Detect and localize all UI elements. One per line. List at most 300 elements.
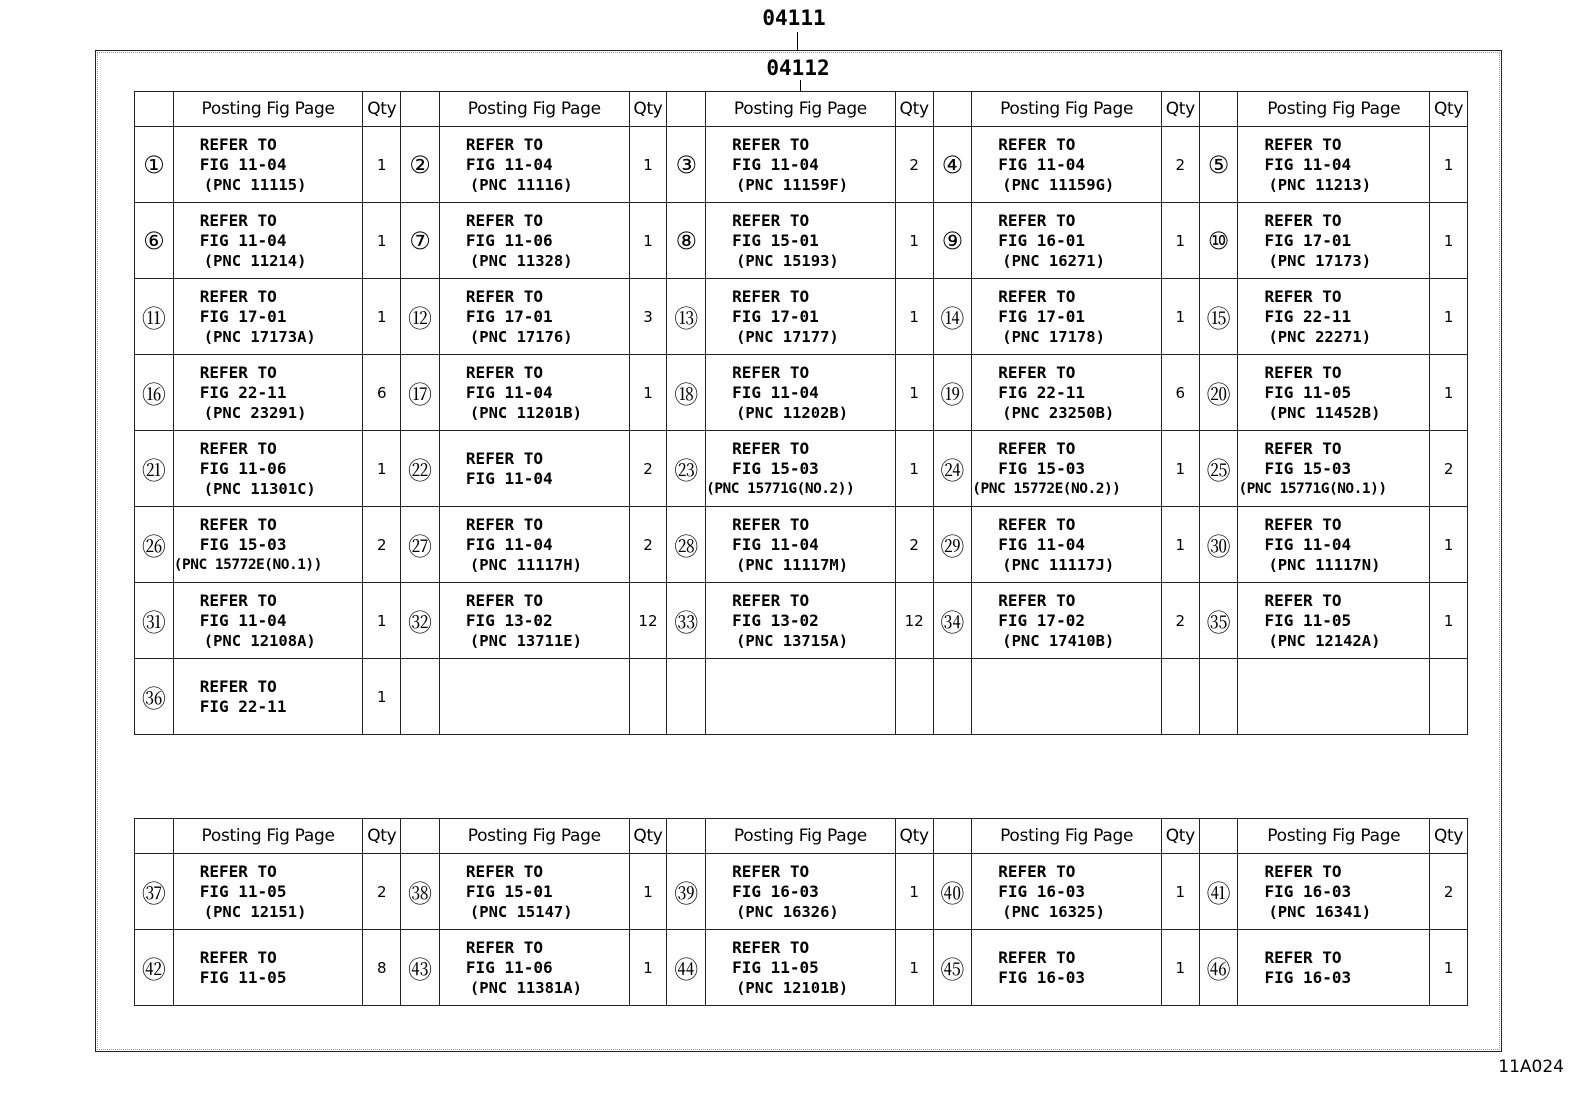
quantity: 1: [629, 854, 667, 930]
figure-reference: FIG 11-04: [199, 610, 287, 630]
figure-reference: FIG 11-04: [998, 154, 1085, 174]
header-row: [135, 819, 1468, 854]
item-number: ㉟: [1199, 583, 1238, 659]
figure-reference: FIG 11-04: [1264, 534, 1352, 554]
header-row: [135, 92, 1468, 127]
posting-reference: [706, 854, 896, 930]
item-number-header: [667, 92, 706, 127]
item-number: ⑥: [135, 203, 174, 279]
posting-reference: [1238, 854, 1430, 930]
pnc-reference: (PNC 17176): [469, 327, 573, 346]
refer-to-label: REFER TO: [465, 134, 543, 154]
item-number-header: [1199, 819, 1238, 854]
pnc-reference: (PNC 15771G(NO.2)): [706, 480, 855, 497]
table-row: [135, 431, 1468, 507]
refer-to-label: REFER TO: [998, 362, 1076, 382]
item-number: ⑩: [1199, 203, 1238, 279]
refer-to-label: REFER TO: [998, 590, 1076, 610]
pnc-reference: (PNC 12151): [203, 902, 307, 921]
figure-reference: FIG 11-04: [199, 230, 287, 250]
figure-reference: FIG 22-11: [199, 382, 287, 402]
posting-fig-page-header: Posting Fig Page: [439, 92, 629, 127]
posting-reference: [1238, 507, 1430, 583]
figure-reference: FIG 15-03: [732, 458, 819, 478]
figure-reference: FIG 11-04: [732, 154, 819, 174]
quantity: 6: [1161, 355, 1199, 431]
refer-to-label: REFER TO: [732, 134, 810, 154]
pnc-reference: (PNC 17173): [1268, 251, 1372, 270]
posting-reference: [1238, 583, 1430, 659]
pnc-reference: (PNC 11159G): [1002, 175, 1115, 194]
table-row: [135, 355, 1468, 431]
figure-reference: FIG 11-05: [199, 881, 287, 901]
quantity: 8: [363, 930, 401, 1006]
refer-to-label: REFER TO: [998, 286, 1076, 306]
pnc-reference: (PNC 16326): [736, 902, 839, 921]
pnc-reference: (PNC 23291): [203, 403, 307, 422]
pnc-reference: (PNC 11159F): [736, 175, 849, 194]
figure-reference: FIG 17-02: [998, 610, 1085, 630]
pnc-reference: (PNC 11301C): [203, 479, 316, 498]
refer-to-label: REFER TO: [732, 210, 810, 230]
table-row: [135, 203, 1468, 279]
quantity: 2: [1430, 431, 1468, 507]
posting-reference: [706, 659, 896, 735]
posting-reference: [439, 659, 629, 735]
refer-to-label: REFER TO: [465, 448, 543, 468]
pnc-reference: (PNC 11214): [203, 251, 307, 270]
posting-fig-page-header: Posting Fig Page: [972, 92, 1162, 127]
quantity: 1: [629, 930, 667, 1006]
posting-reference: [972, 127, 1162, 203]
figure-reference: FIG 15-01: [732, 230, 819, 250]
item-number: ①: [135, 127, 174, 203]
pnc-reference: (PNC 16341): [1268, 902, 1372, 921]
item-number: [667, 659, 706, 735]
refer-to-label: REFER TO: [732, 937, 810, 957]
item-number: ㉓: [667, 431, 706, 507]
table-row: [135, 659, 1468, 735]
refer-to-label: REFER TO: [465, 590, 543, 610]
posting-reference: [439, 203, 629, 279]
pnc-reference: (PNC 13711E): [469, 631, 582, 650]
pnc-reference: (PNC 11213): [1268, 175, 1372, 194]
table-row: [135, 507, 1468, 583]
refer-to-label: REFER TO: [465, 210, 543, 230]
posting-fig-page-header: Posting Fig Page: [173, 819, 363, 854]
refer-to-label: REFER TO: [199, 947, 277, 967]
refer-to-label: REFER TO: [732, 438, 810, 458]
posting-reference: [1238, 203, 1430, 279]
item-number: ⑪: [135, 279, 174, 355]
quantity: 1: [363, 659, 401, 735]
table-row: [135, 930, 1468, 1006]
item-number: ⑲: [933, 355, 972, 431]
posting-fig-page-header: Posting Fig Page: [1238, 819, 1430, 854]
refer-to-label: REFER TO: [1264, 947, 1342, 967]
qty-header: Qty: [363, 92, 401, 127]
posting-reference: [439, 279, 629, 355]
figure-reference: FIG 13-02: [732, 610, 819, 630]
refer-to-label: REFER TO: [1264, 590, 1342, 610]
pnc-reference: (PNC 11202B): [736, 403, 849, 422]
qty-header: Qty: [1430, 819, 1468, 854]
figure-reference: FIG 11-05: [732, 957, 819, 977]
pnc-reference: (PNC 11381A): [469, 978, 582, 997]
quantity: 2: [895, 507, 933, 583]
item-number: [933, 659, 972, 735]
item-number: ㊸: [401, 930, 440, 1006]
figure-reference: FIG 11-06: [465, 957, 553, 977]
quantity: 1: [629, 355, 667, 431]
figure-reference: FIG 17-01: [465, 306, 553, 326]
qty-header: Qty: [895, 819, 933, 854]
refer-to-label: REFER TO: [732, 362, 810, 382]
refer-to-label: REFER TO: [465, 514, 543, 534]
posting-reference: [972, 355, 1162, 431]
posting-fig-page-header: Posting Fig Page: [439, 819, 629, 854]
qty-header: Qty: [1430, 92, 1468, 127]
table-row: [135, 279, 1468, 355]
item-number: ㊱: [135, 659, 174, 735]
posting-reference: [706, 203, 896, 279]
quantity: 1: [895, 854, 933, 930]
item-number: ㉘: [667, 507, 706, 583]
item-number: ㊳: [401, 854, 440, 930]
qty-header: Qty: [895, 92, 933, 127]
figure-reference: FIG 16-03: [732, 881, 819, 901]
quantity: 2: [895, 127, 933, 203]
figure-reference: FIG 16-01: [998, 230, 1085, 250]
pnc-reference: (PNC 22271): [1268, 327, 1372, 346]
quantity: 1: [895, 203, 933, 279]
figure-reference: FIG 11-05: [1264, 382, 1352, 402]
pnc-reference: (PNC 11116): [469, 175, 573, 194]
item-number-header: [135, 819, 174, 854]
refer-to-label: REFER TO: [199, 134, 277, 154]
quantity: 1: [1430, 507, 1468, 583]
quantity: 1: [895, 930, 933, 1006]
quantity: 1: [363, 127, 401, 203]
quantity: 2: [363, 507, 401, 583]
quantity: 2: [1430, 854, 1468, 930]
item-number: ⑤: [1199, 127, 1238, 203]
quantity: 1: [1430, 583, 1468, 659]
quantity: 1: [895, 279, 933, 355]
quantity: 1: [363, 279, 401, 355]
posting-reference: [439, 930, 629, 1006]
figure-reference: FIG 17-01: [199, 306, 287, 326]
figure-reference: FIG 11-05: [199, 967, 287, 987]
item-number: ⑨: [933, 203, 972, 279]
quantity: 1: [1430, 930, 1468, 1006]
figure-reference: FIG 11-06: [465, 230, 553, 250]
refer-to-label: REFER TO: [199, 590, 277, 610]
posting-fig-page-header: Posting Fig Page: [972, 819, 1162, 854]
refer-to-label: REFER TO: [465, 286, 543, 306]
item-number: ⑮: [1199, 279, 1238, 355]
pnc-reference: (PNC 15772E(NO.1)): [173, 556, 322, 573]
pnc-reference: (PNC 15147): [469, 902, 573, 921]
quantity: 2: [629, 431, 667, 507]
item-number-header: [1199, 92, 1238, 127]
posting-fig-page-header: Posting Fig Page: [706, 819, 896, 854]
assembly-code: 04111: [762, 6, 826, 30]
posting-reference: [439, 355, 629, 431]
qty-header: Qty: [363, 819, 401, 854]
posting-reference: [972, 431, 1162, 507]
pnc-reference: (PNC 11117N): [1268, 555, 1381, 574]
pnc-reference: (PNC 17178): [1002, 327, 1105, 346]
posting-reference: [439, 583, 629, 659]
pnc-reference: (PNC 15193): [736, 251, 839, 270]
refer-to-label: REFER TO: [465, 937, 543, 957]
pnc-reference: (PNC 17177): [736, 327, 839, 346]
item-number: [401, 659, 440, 735]
refer-to-label: REFER TO: [732, 514, 810, 534]
quantity: 1: [1161, 203, 1199, 279]
posting-reference: [706, 507, 896, 583]
refer-to-label: REFER TO: [199, 210, 277, 230]
item-number: ㊻: [1199, 930, 1238, 1006]
item-number: ㉒: [401, 431, 440, 507]
item-number-header: [401, 819, 440, 854]
figure-reference: FIG 11-04: [465, 154, 553, 174]
sub-assembly-code: 04112: [766, 56, 830, 80]
figure-reference: FIG 17-01: [732, 306, 819, 326]
quantity: 1: [1161, 854, 1199, 930]
refer-to-label: REFER TO: [998, 438, 1076, 458]
item-number: ⑬: [667, 279, 706, 355]
posting-fig-page-header: Posting Fig Page: [173, 92, 363, 127]
item-number: ㉙: [933, 507, 972, 583]
posting-reference: [439, 854, 629, 930]
posting-reference: [173, 507, 363, 583]
pnc-reference: (PNC 11117H): [469, 555, 582, 574]
posting-reference: [972, 279, 1162, 355]
figure-reference: FIG 15-03: [1264, 458, 1352, 478]
item-number: ⑯: [135, 355, 174, 431]
qty-header: Qty: [1161, 92, 1199, 127]
table-row: [135, 854, 1468, 930]
pnc-reference: (PNC 15772E(NO.2)): [972, 480, 1121, 497]
figure-reference: FIG 17-01: [998, 306, 1085, 326]
refer-to-label: REFER TO: [1264, 134, 1342, 154]
refer-to-label: REFER TO: [998, 134, 1076, 154]
figure-reference: FIG 11-04: [199, 154, 287, 174]
figure-reference: FIG 16-03: [1264, 881, 1352, 901]
posting-reference: [173, 279, 363, 355]
refer-to-label: REFER TO: [732, 861, 810, 881]
pnc-reference: (PNC 11328): [469, 251, 573, 270]
figure-reference: FIG 11-04: [1264, 154, 1352, 174]
quantity: 1: [1430, 203, 1468, 279]
quantity: 1: [1161, 279, 1199, 355]
figure-reference: FIG 13-02: [465, 610, 553, 630]
quantity: 1: [629, 127, 667, 203]
figure-reference: FIG 17-01: [1264, 230, 1352, 250]
figure-reference: FIG 16-03: [1264, 967, 1352, 987]
posting-reference: [1238, 279, 1430, 355]
item-number-header: [135, 92, 174, 127]
posting-reference: [706, 355, 896, 431]
figure-reference: FIG 11-06: [199, 458, 287, 478]
quantity: 6: [363, 355, 401, 431]
figure-reference: FIG 22-11: [1264, 306, 1352, 326]
item-number: ③: [667, 127, 706, 203]
posting-reference: [972, 507, 1162, 583]
quantity: 3: [629, 279, 667, 355]
refer-to-label: REFER TO: [732, 590, 810, 610]
refer-to-label: REFER TO: [465, 861, 543, 881]
item-number: ㉞: [933, 583, 972, 659]
figure-reference: FIG 11-04: [998, 534, 1085, 554]
pnc-reference: (PNC 23250B): [1002, 403, 1115, 422]
posting-reference: [972, 930, 1162, 1006]
figure-reference: FIG 11-04: [465, 534, 553, 554]
item-number: ⑧: [667, 203, 706, 279]
table-row: [135, 583, 1468, 659]
pnc-reference: (PNC 11452B): [1268, 403, 1381, 422]
item-number-header: [401, 92, 440, 127]
figure-reference: FIG 11-04: [465, 382, 553, 402]
item-number: ㉛: [135, 583, 174, 659]
posting-reference: [173, 583, 363, 659]
posting-reference: [972, 583, 1162, 659]
pnc-reference: (PNC 12142A): [1268, 631, 1381, 650]
refer-to-label: REFER TO: [199, 362, 277, 382]
posting-reference: [173, 854, 363, 930]
posting-reference: [972, 659, 1162, 735]
quantity: 12: [895, 583, 933, 659]
figure-reference: FIG 15-03: [998, 458, 1085, 478]
figure-reference: FIG 11-05: [1264, 610, 1352, 630]
pnc-reference: (PNC 17410B): [1002, 631, 1115, 650]
posting-reference: [173, 127, 363, 203]
quantity: 1: [363, 203, 401, 279]
item-number: ㉖: [135, 507, 174, 583]
item-number: ㊶: [1199, 854, 1238, 930]
posting-reference: [1238, 659, 1430, 735]
quantity: 1: [1430, 355, 1468, 431]
qty-header: Qty: [629, 819, 667, 854]
posting-reference: [173, 659, 363, 735]
figure-code: 11A024: [1498, 1057, 1564, 1077]
refer-to-label: REFER TO: [998, 514, 1076, 534]
refer-to-label: REFER TO: [1264, 210, 1342, 230]
pnc-reference: (PNC 11201B): [469, 403, 582, 422]
pnc-reference: (PNC 17173A): [203, 327, 316, 346]
item-number: ㊹: [667, 930, 706, 1006]
figure-reference: FIG 11-04: [465, 468, 553, 488]
qty-header: Qty: [1161, 819, 1199, 854]
table-row: [135, 127, 1468, 203]
refer-to-label: REFER TO: [998, 861, 1076, 881]
pnc-reference: (PNC 11117J): [1002, 555, 1115, 574]
assembly-leader-line: [797, 32, 798, 50]
pnc-reference: (PNC 11117M): [736, 555, 849, 574]
parts-reference-table-1: [134, 91, 1468, 735]
figure-reference: FIG 16-03: [998, 881, 1085, 901]
figure-reference: FIG 11-04: [732, 534, 819, 554]
quantity: 1: [895, 355, 933, 431]
pnc-reference: (PNC 12108A): [203, 631, 316, 650]
quantity: 1: [1430, 127, 1468, 203]
posting-reference: [1238, 431, 1430, 507]
posting-reference: [972, 203, 1162, 279]
posting-reference: [972, 854, 1162, 930]
refer-to-label: REFER TO: [199, 514, 277, 534]
pnc-reference: (PNC 15771G(NO.1)): [1238, 480, 1387, 497]
posting-fig-page-header: Posting Fig Page: [706, 92, 896, 127]
quantity: 2: [1161, 127, 1199, 203]
quantity: 1: [1161, 507, 1199, 583]
quantity: 1: [895, 431, 933, 507]
posting-reference: [439, 127, 629, 203]
item-number: ㊲: [135, 854, 174, 930]
posting-reference: [1238, 127, 1430, 203]
item-number: ㉕: [1199, 431, 1238, 507]
item-number-header: [933, 92, 972, 127]
item-number: ④: [933, 127, 972, 203]
refer-to-label: REFER TO: [199, 676, 277, 696]
item-number: ⑦: [401, 203, 440, 279]
posting-reference: [706, 279, 896, 355]
figure-reference: FIG 16-03: [998, 967, 1085, 987]
item-number: ㉜: [401, 583, 440, 659]
quantity: 1: [363, 583, 401, 659]
quantity: 2: [363, 854, 401, 930]
item-number-header: [667, 819, 706, 854]
posting-reference: [706, 431, 896, 507]
quantity: 1: [1430, 279, 1468, 355]
refer-to-label: REFER TO: [732, 286, 810, 306]
posting-reference: [1238, 355, 1430, 431]
quantity: 12: [629, 583, 667, 659]
refer-to-label: REFER TO: [1264, 286, 1342, 306]
sub-assembly-leader-line: [800, 80, 801, 91]
posting-reference: [439, 507, 629, 583]
posting-reference: [1238, 930, 1430, 1006]
posting-reference: [173, 431, 363, 507]
pnc-reference: (PNC 13715A): [736, 631, 849, 650]
posting-reference: [439, 431, 629, 507]
item-number: ㊷: [135, 930, 174, 1006]
refer-to-label: REFER TO: [1264, 861, 1342, 881]
quantity: 1: [629, 203, 667, 279]
item-number: ㉔: [933, 431, 972, 507]
item-number: ⑫: [401, 279, 440, 355]
figure-reference: FIG 15-03: [199, 534, 287, 554]
posting-reference: [173, 930, 363, 1006]
item-number-header: [933, 819, 972, 854]
item-number: ㊵: [933, 854, 972, 930]
item-number: ⑱: [667, 355, 706, 431]
figure-reference: FIG 22-11: [998, 382, 1085, 402]
refer-to-label: REFER TO: [199, 286, 277, 306]
refer-to-label: REFER TO: [1264, 362, 1342, 382]
quantity: 2: [629, 507, 667, 583]
refer-to-label: REFER TO: [998, 210, 1076, 230]
item-number: ⑳: [1199, 355, 1238, 431]
pnc-reference: (PNC 16271): [1002, 251, 1105, 270]
posting-reference: [706, 127, 896, 203]
quantity: 1: [363, 431, 401, 507]
parts-reference-table-2: [134, 818, 1468, 1006]
refer-to-label: REFER TO: [199, 438, 277, 458]
pnc-reference: (PNC 16325): [1002, 902, 1105, 921]
item-number: ㊺: [933, 930, 972, 1006]
